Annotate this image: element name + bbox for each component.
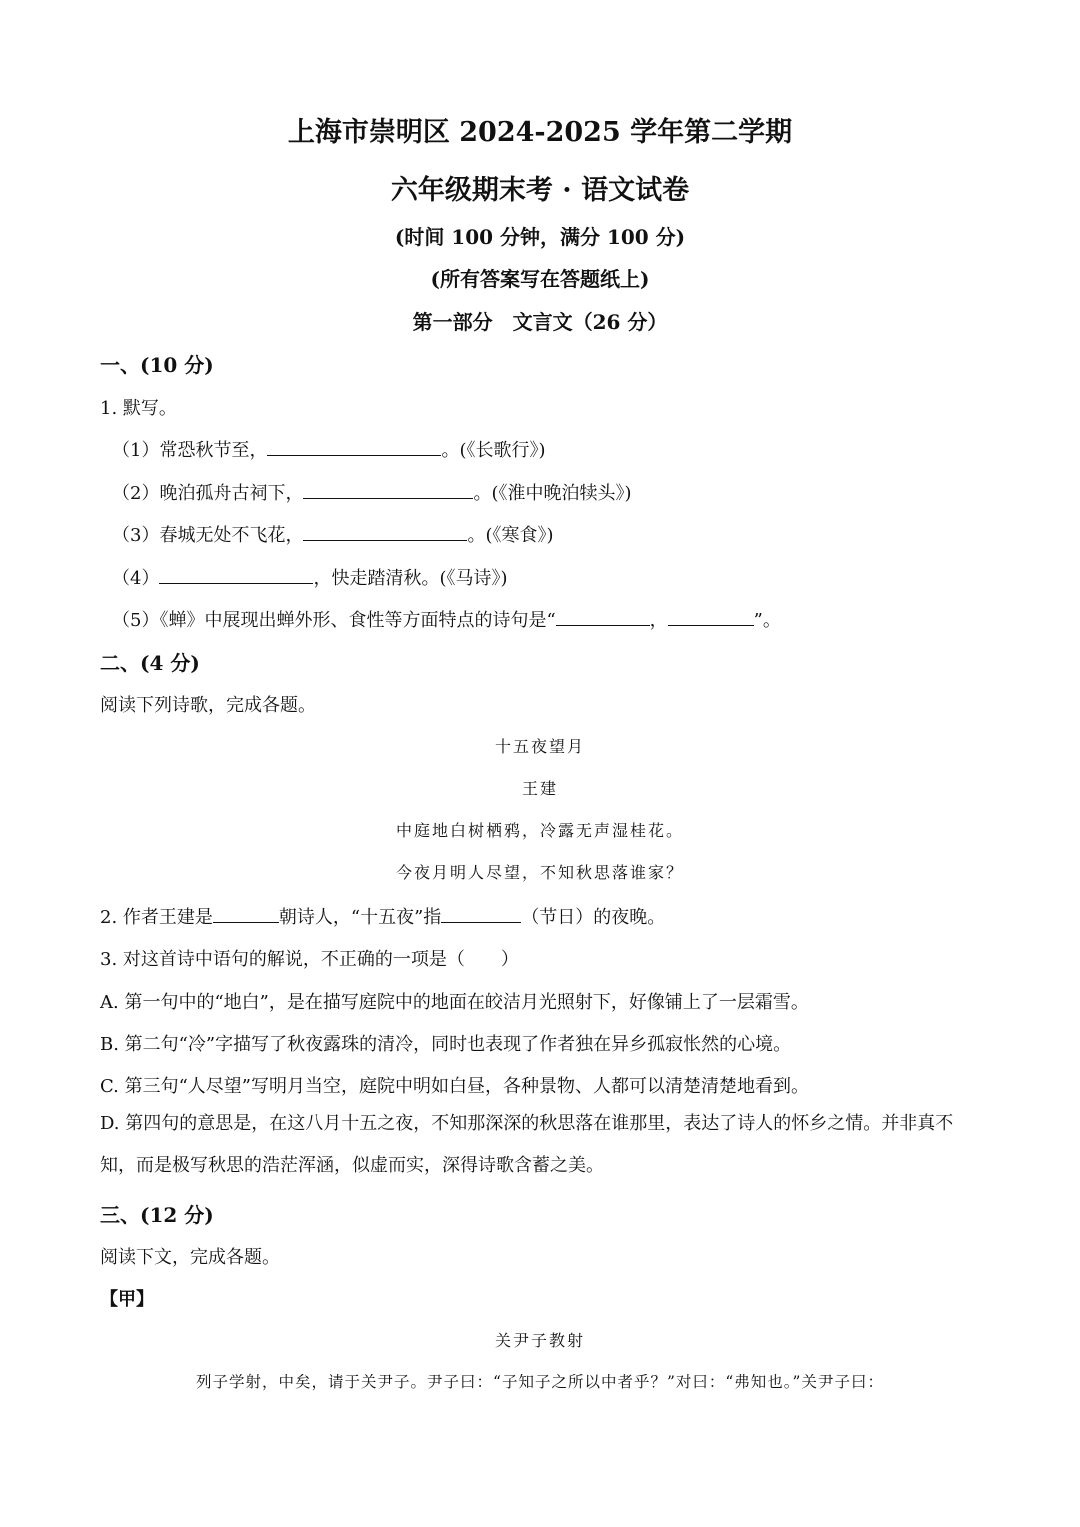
- dictation-item-3: [112, 521, 554, 547]
- part1-title: 第一部分 文言文（26 分）: [412, 310, 668, 334]
- dictation-item-2-suffix: 。(《淮中晚泊犊头》): [473, 483, 632, 504]
- section2-heading: 二、(4 分): [100, 651, 200, 675]
- question-2-part-a: 2. 作者王建是: [100, 907, 213, 928]
- section3-intro: 阅读下文，完成各题。: [100, 1247, 280, 1268]
- question-3: 3. 对这首诗中语句的解说，不正确的一项是（ ）: [100, 949, 519, 970]
- time-note: (时间 100 分钟，满分 100 分): [394, 225, 686, 249]
- poem-title: 十五夜望月: [494, 737, 585, 756]
- dictation-item-4: [112, 564, 508, 590]
- q1-label: 1. 默写。: [100, 398, 177, 419]
- section3-heading: 三、(12 分): [100, 1203, 214, 1227]
- section1-heading: 一、(10 分): [100, 353, 214, 377]
- question-2: [100, 903, 665, 929]
- answer-blank: [303, 480, 473, 499]
- dictation-item-5-mid: ，: [649, 610, 668, 631]
- answer-blank: [441, 904, 521, 923]
- answer-blank: [556, 607, 650, 626]
- answer-blank: [267, 437, 441, 456]
- classical-text-line-1: 列子学射，中矣，请于关尹子。尹子曰：“子知子之所以中者乎？”对曰：“弗知也。”关尹子曰：: [196, 1373, 884, 1391]
- choice-d: D. 第四句的意思是，在这八月十五之夜，不知那深深的秋思落在谁那里，表达了诗人的怀乡之情。并非真不知，而是极写秋思的浩茫浑涵，似虚而实，深得诗歌含蓄之美。: [100, 1113, 954, 1176]
- dictation-item-5-prefix: （5）《蝉》中展现出蝉外形、食性等方面特点的诗句是“: [112, 610, 556, 631]
- dictation-item-4-suffix: ，快走踏清秋。(《马诗》): [313, 568, 508, 589]
- dictation-item-1-suffix: 。(《长歌行》): [441, 440, 546, 461]
- choice-a: A. 第一句中的“地白”，是在描写庭院中的地面在皎洁月光照射下，好像铺上了一层霜雪。: [100, 992, 809, 1013]
- dictation-item-3-suffix: 。(《寒食》): [467, 525, 554, 546]
- dictation-item-3-prefix: （3）春城无处不飞花，: [112, 525, 304, 546]
- classical-text-title: 关尹子教射: [494, 1331, 585, 1350]
- dictation-item-5: [112, 606, 781, 632]
- dictation-item-1-prefix: （1）常恐秋节至，: [112, 440, 268, 461]
- section2-intro: 阅读下列诗歌，完成各题。: [100, 695, 316, 716]
- answer-blank: [668, 607, 754, 626]
- exam-title: 上海市崇明区 2024-2025 学年第二学期: [287, 117, 793, 148]
- question-2-part-c: （节日）的夜晚。: [521, 907, 666, 928]
- poem-line-2: 今夜月明人尽望，不知秋思落谁家？: [395, 863, 684, 882]
- answer-blank: [159, 565, 313, 584]
- dictation-item-2: [112, 479, 632, 505]
- answer-blank: [213, 904, 279, 923]
- poem-author: 王建: [521, 779, 558, 798]
- dictation-item-5-suffix: ”。: [753, 610, 781, 631]
- question-2-part-b: 朝诗人，“十五夜”指: [278, 907, 442, 928]
- dictation-item-1: [112, 436, 546, 462]
- exam-subtitle: 六年级期末考 · 语文试卷: [390, 175, 690, 206]
- answer-note: (所有答案写在答题纸上): [430, 267, 650, 291]
- text-label-jia: 【甲】: [100, 1289, 154, 1310]
- answer-blank: [303, 522, 467, 541]
- dictation-item-4-prefix: （4）: [112, 568, 160, 589]
- choice-b: B. 第二句“冷”字描写了秋夜露珠的清冷，同时也表现了作者独在异乡孤寂怅然的心境。: [100, 1034, 792, 1055]
- poem-line-1: 中庭地白树栖鸦，冷露无声湿桂花。: [395, 821, 684, 840]
- choice-c: C. 第三句“人尽望”写明月当空，庭院中明如白昼，各种景物、人都可以清楚清楚地看到。: [100, 1076, 809, 1097]
- dictation-item-2-prefix: （2）晚泊孤舟古祠下，: [112, 483, 304, 504]
